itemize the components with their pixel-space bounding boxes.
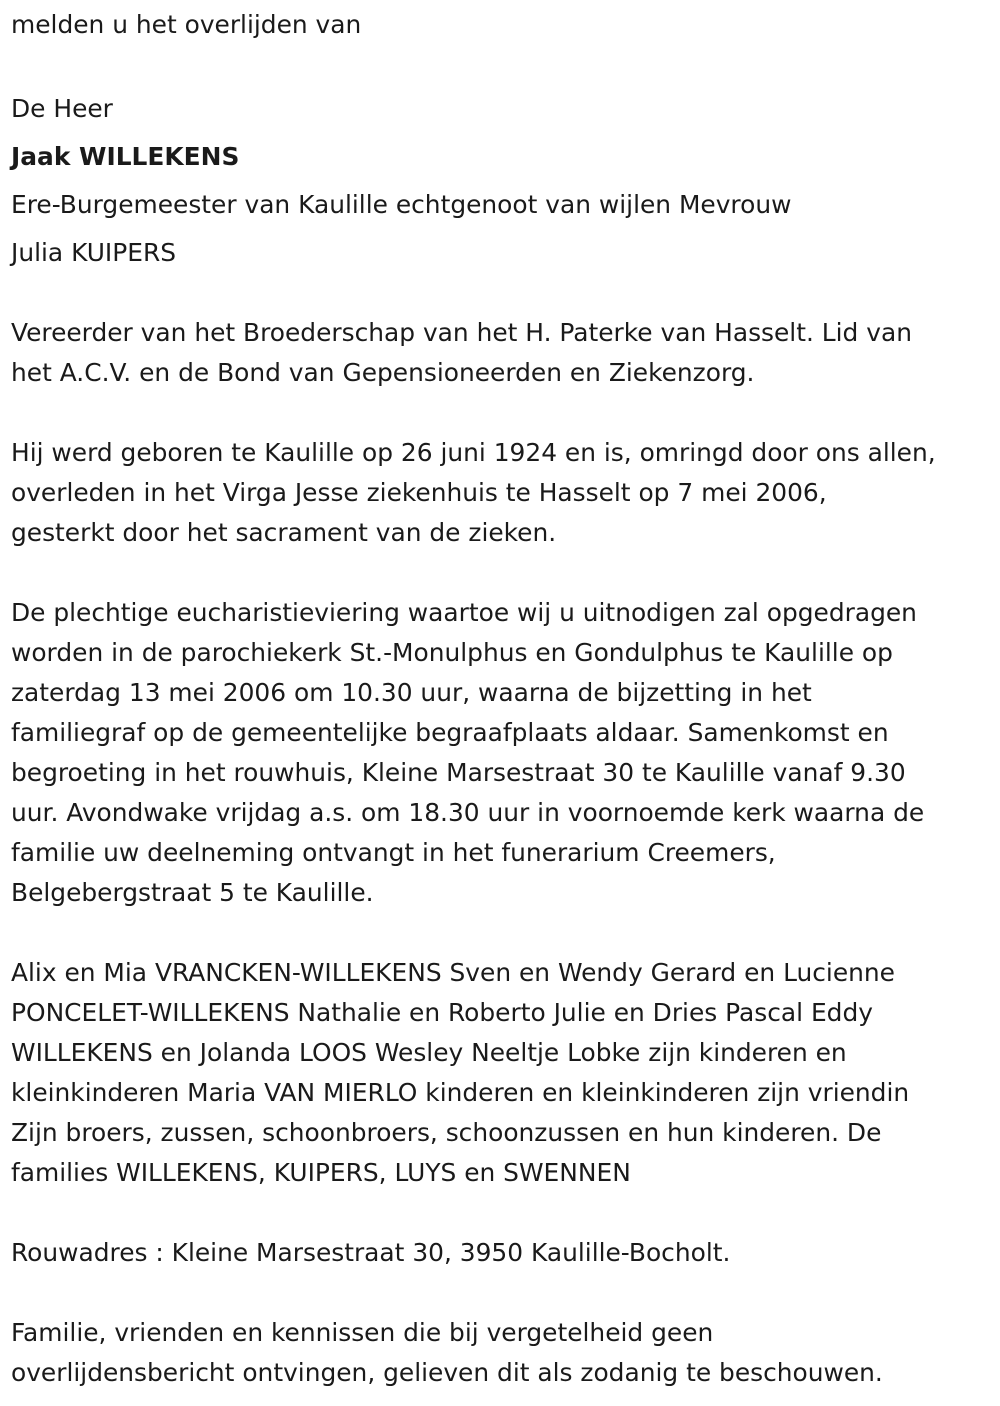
birth-paragraph xyxy=(11,433,991,553)
paragraph-line: Familie, vrienden en kennissen die bij vergetelheid geen xyxy=(11,1318,714,1347)
paragraph-line: kleinkinderen Maria VAN MIERLO kinderen en kleinkinderen zijn vriendin xyxy=(11,1078,910,1107)
paragraph-line: familiegraf op de gemeentelijke begraafplaats aldaar. Samenkomst en xyxy=(11,718,889,747)
paragraph-line: De plechtige eucharistieviering waartoe wij u uitnodigen zal opgedragen xyxy=(11,598,917,627)
title-line: Ere-Burgemeester van Kaulille echtgenoot van wijlen Mevrouw xyxy=(11,190,792,219)
funeral-paragraph xyxy=(11,593,991,913)
family-paragraph xyxy=(11,953,991,1193)
death-notice-document xyxy=(11,0,991,1393)
paragraph-line: Belgebergstraat 5 te Kaulille. xyxy=(11,878,374,907)
memberships-paragraph xyxy=(11,313,991,393)
paragraph-line: gesterkt door het sacrament van de zieken. xyxy=(11,518,557,547)
paragraph-line: Zijn broers, zussen, schoonbroers, schoonzussen en hun kinderen. De xyxy=(11,1118,882,1147)
paragraph-line: PONCELET-WILLEKENS Nathalie en Roberto Julie en Dries Pascal Eddy xyxy=(11,998,873,1027)
paragraph-line: het A.C.V. en de Bond van Gepensioneerden en Ziekenzorg. xyxy=(11,358,755,387)
paragraph-line: zaterdag 13 mei 2006 om 10.30 uur, waarna de bijzetting in het xyxy=(11,678,812,707)
intro-line: melden u het overlijden van xyxy=(11,10,362,39)
salutation: De Heer xyxy=(11,94,113,123)
paragraph-line: begroeting in het rouwhuis, Kleine Marsestraat 30 te Kaulille vanaf 9.30 xyxy=(11,758,906,787)
closing-paragraph xyxy=(11,1313,991,1393)
paragraph-line: familie uw deelneming ontvangt in het funerarium Creemers, xyxy=(11,838,776,867)
paragraph-line: uur. Avondwake vrijdag a.s. om 18.30 uur in voornoemde kerk waarna de xyxy=(11,798,925,827)
paragraph-line: Alix en Mia VRANCKEN-WILLEKENS Sven en Wendy Gerard en Lucienne xyxy=(11,958,895,987)
paragraph-line: Hij werd geboren te Kaulille op 26 juni 1924 en is, omringd door ons allen, xyxy=(11,438,936,467)
paragraph-line: families WILLEKENS, KUIPERS, LUYS en SWENNEN xyxy=(11,1158,631,1187)
paragraph-line: Vereerder van het Broederschap van het H. Paterke van Hasselt. Lid van xyxy=(11,318,912,347)
paragraph-line: worden in de parochiekerk St.-Monulphus en Gondulphus te Kaulille op xyxy=(11,638,893,667)
paragraph-line: overleden in het Virga Jesse ziekenhuis te Hasselt op 7 mei 2006, xyxy=(11,478,827,507)
paragraph-line: WILLEKENS en Jolanda LOOS Wesley Neeltje Lobke zijn kinderen en xyxy=(11,1038,847,1067)
deceased-name: Jaak WILLEKENS xyxy=(11,142,240,171)
paragraph-line: overlijdensbericht ontvingen, gelieven dit als zodanig te beschouwen. xyxy=(11,1358,883,1387)
spouse-line: Julia KUIPERS xyxy=(11,238,177,267)
address-line: Rouwadres : Kleine Marsestraat 30, 3950 Kaulille-Bocholt. xyxy=(11,1238,731,1267)
